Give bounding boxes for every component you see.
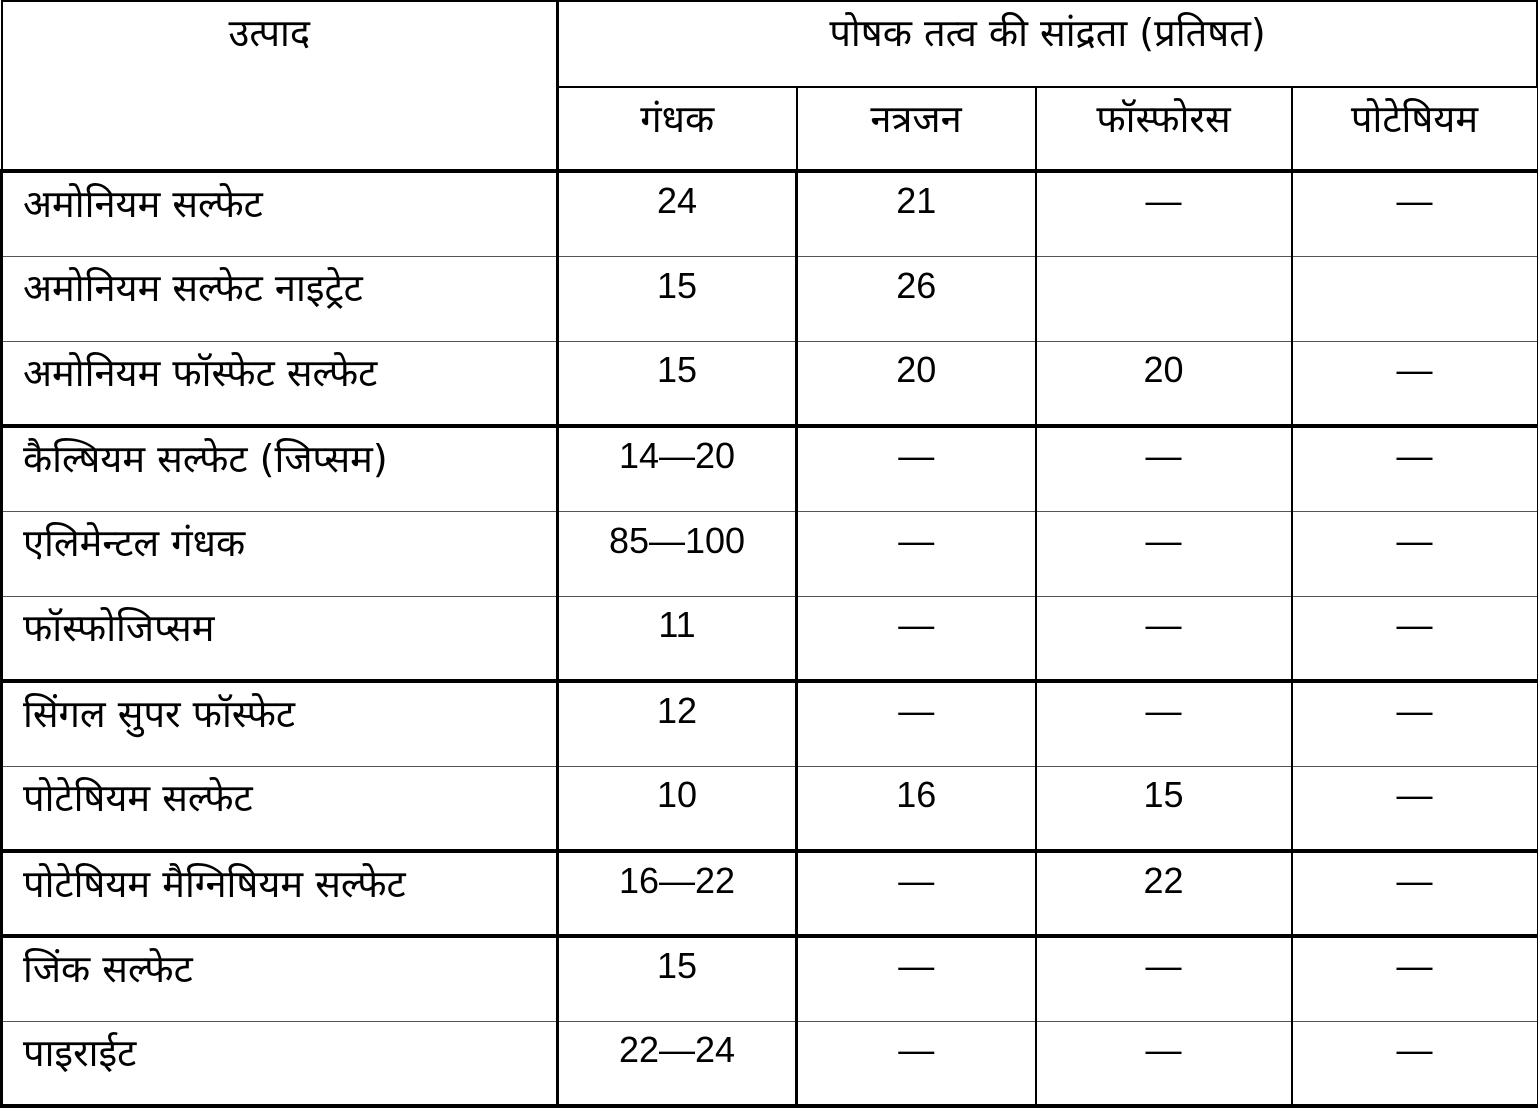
potassium-value: — <box>1292 341 1538 426</box>
table-row <box>2 511 1538 596</box>
table-row <box>2 681 1538 766</box>
nitrogen-value: — <box>797 936 1036 1021</box>
sulphur-value: 11 <box>558 596 797 681</box>
potassium-value: — <box>1292 936 1538 1021</box>
potassium-value: — <box>1292 681 1538 766</box>
potassium-value: — <box>1292 851 1538 936</box>
product-name: एलिमेन्टल गंधक <box>2 511 558 596</box>
nitrogen-value: 20 <box>797 341 1036 426</box>
phosphorus-value <box>1036 256 1292 341</box>
header-nitrogen: नत्रजन <box>797 87 1036 171</box>
product-name: अमोनियम सल्फेट नाइट्रेट <box>2 256 558 341</box>
product-name: फॉस्फोजिप्सम <box>2 596 558 681</box>
phosphorus-value: 22 <box>1036 851 1292 936</box>
table-row <box>2 426 1538 511</box>
sulphur-value: 22—24 <box>558 1021 797 1106</box>
header-sulphur: गंधक <box>558 87 797 171</box>
nitrogen-value: — <box>797 851 1036 936</box>
product-name: पाइराईट <box>2 1021 558 1106</box>
potassium-value: — <box>1292 511 1538 596</box>
potassium-value <box>1292 256 1538 341</box>
table-row <box>2 171 1538 256</box>
product-name: जिंक सल्फेट <box>2 936 558 1021</box>
phosphorus-value: — <box>1036 511 1292 596</box>
table-row <box>2 851 1538 936</box>
sulphur-value: 85—100 <box>558 511 797 596</box>
phosphorus-value: — <box>1036 596 1292 681</box>
sulphur-value: 15 <box>558 341 797 426</box>
header-product: उत्पाद <box>2 1 558 171</box>
product-name: पोटेषियम सल्फेट <box>2 766 558 851</box>
nitrogen-value: 21 <box>797 171 1036 256</box>
phosphorus-value: — <box>1036 1021 1292 1106</box>
sulphur-value: 12 <box>558 681 797 766</box>
product-name: अमोनियम सल्फेट <box>2 171 558 256</box>
phosphorus-value: 20 <box>1036 341 1292 426</box>
sulphur-value: 24 <box>558 171 797 256</box>
nitrogen-value: 16 <box>797 766 1036 851</box>
phosphorus-value: — <box>1036 426 1292 511</box>
table-row <box>2 766 1538 851</box>
sulphur-value: 15 <box>558 256 797 341</box>
potassium-value: — <box>1292 1021 1538 1106</box>
product-name: अमोनियम फॉस्फेट सल्फेट <box>2 341 558 426</box>
potassium-value: — <box>1292 596 1538 681</box>
nitrogen-value: — <box>797 681 1036 766</box>
header-potassium: पोटेषियम <box>1292 87 1538 171</box>
table-row <box>2 341 1538 426</box>
sulphur-value: 14—20 <box>558 426 797 511</box>
product-name: सिंगल सुपर फॉस्फेट <box>2 681 558 766</box>
sulphur-value: 15 <box>558 936 797 1021</box>
product-name: कैल्षियम सल्फेट (जिप्सम) <box>2 426 558 511</box>
table-row <box>2 596 1538 681</box>
nitrogen-value: — <box>797 596 1036 681</box>
phosphorus-value: 15 <box>1036 766 1292 851</box>
potassium-value: — <box>1292 426 1538 511</box>
nitrogen-value: — <box>797 426 1036 511</box>
sulphur-value: 16—22 <box>558 851 797 936</box>
sulphur-value: 10 <box>558 766 797 851</box>
phosphorus-value: — <box>1036 171 1292 256</box>
header-nutrient-concentration: पोषक तत्व की सांद्रता (प्रतिषत) <box>558 1 1538 87</box>
table-row <box>2 256 1538 341</box>
phosphorus-value: — <box>1036 681 1292 766</box>
nitrogen-value: 26 <box>797 256 1036 341</box>
potassium-value: — <box>1292 766 1538 851</box>
potassium-value: — <box>1292 171 1538 256</box>
product-name: पोटेषियम मैग्निषियम सल्फेट <box>2 851 558 936</box>
phosphorus-value: — <box>1036 936 1292 1021</box>
nitrogen-value: — <box>797 1021 1036 1106</box>
table-row <box>2 936 1538 1021</box>
nitrogen-value: — <box>797 511 1036 596</box>
table-row <box>2 1021 1538 1106</box>
header-phosphorus: फॉस्फोरस <box>1036 87 1292 171</box>
